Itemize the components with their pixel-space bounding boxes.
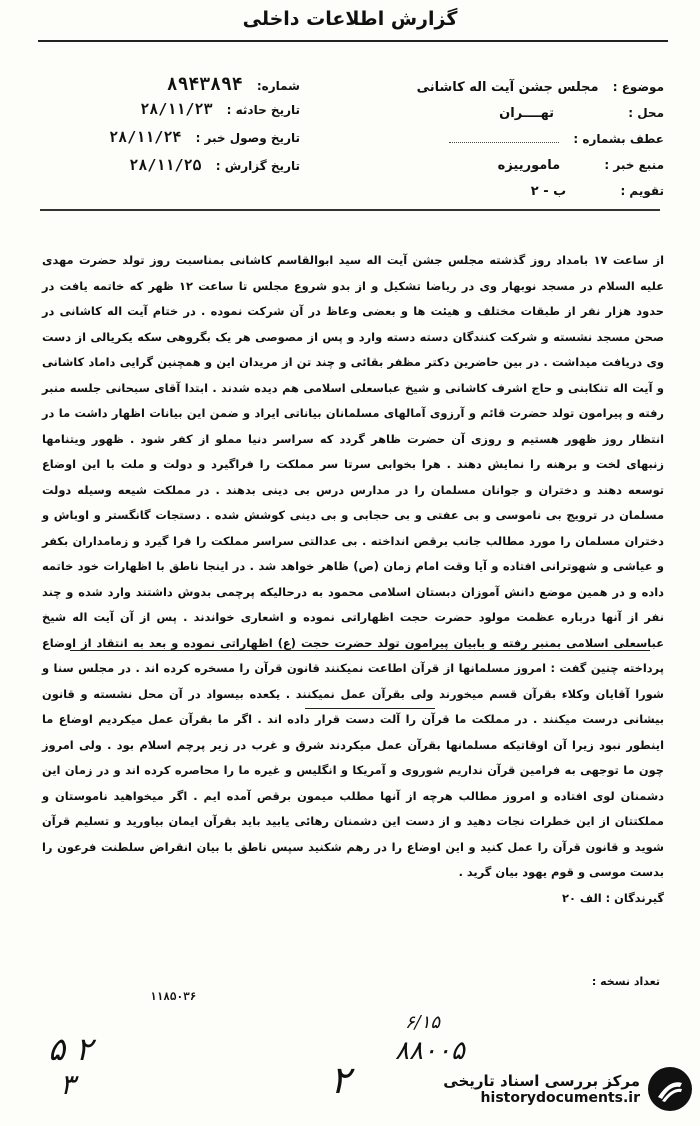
watermark-text (443, 1072, 640, 1106)
tarikh-gozaresh-value: ۲۸/۱۱/۲۵ (129, 156, 202, 174)
tarikh-vosul-value: ۲۸/۱۱/۲۴ (109, 128, 182, 146)
shomareh-value: ۸۹۴۳۸۹۴ (166, 74, 243, 95)
mozu-row (417, 80, 664, 95)
manba-label: منبع خبر : (604, 158, 664, 172)
title-underline (38, 40, 668, 42)
watermark (422, 1064, 692, 1114)
handwritten-underline-2 (305, 708, 435, 709)
tafhim-row (531, 184, 664, 199)
copies-label: تعداد نسخه : (591, 975, 660, 988)
mozu-label: موضوع : (612, 80, 664, 94)
shomareh-row (167, 74, 300, 95)
handwritten-number-2: ۸۸۰۰۵ (395, 1036, 465, 1066)
handwritten-mark-left: ۵ ۲ (48, 1030, 93, 1068)
shomareh-label: شماره: (256, 79, 300, 93)
manba-value: مامورییزه (497, 158, 561, 173)
mahal-row (499, 106, 664, 121)
tarikh-gozaresh-row (129, 156, 300, 174)
manba-row (498, 158, 664, 173)
tafhim-value: ب - ۲ (530, 184, 567, 199)
document-title: گزارش اطلاعات داخلی (242, 8, 458, 30)
report-body (42, 248, 664, 911)
handwritten-mark-center: ۲ (330, 1058, 351, 1102)
watermark-url: historydocuments.ir (480, 1090, 640, 1106)
handwritten-mark-left-2: ۳ (60, 1068, 76, 1101)
tafhim-label: تقویم : (620, 184, 664, 198)
mahal-label: محل : (628, 106, 664, 120)
tarikh-vosul-label: تاریخ وصول خبر : (195, 131, 300, 145)
archive-logo-icon (648, 1067, 692, 1111)
atf-value (449, 142, 559, 143)
tarikh-vosul-row (109, 128, 300, 146)
mozu-value: مجلس جشن آیت اله کاشانی (416, 80, 599, 95)
tarikh-hadeseh-label: تاریخ حادثه : (226, 103, 300, 117)
atf-label: عطف بشماره : (573, 132, 664, 146)
watermark-org-name: مرکز بررسی اسناد تاریخی (443, 1072, 640, 1090)
report-paragraph: از ساعت ۱۷ بامداد روز گذشته مجلس جشن آیت اله سید ابوالقاسم کاشانی بمناسبت روز تولد حضرت مهدی علیه السلام در مسجد نوبهار وی در ریاضا تشکیل و از بدو شروع مجلس تا ساعت ۱۲ ظهر که خاتمه یافت در حدود هزار نفر از طبقات مختلف و هیئت ها و بعضی وعاظ در آن شرکت نموده . در ختام آیت اله کاشانی در صحن مسجد نشسته و شرکت کنندگان دسته دسته وارد و پس از مصوصی هر یک بگروهی سکه یکریالی از دست وی دریافت میداشت . در بین حاضرین دکتر مظفر بقائی و چند تن از مریدان این و همچنین گرایی داماد کاشانی و آیت اله تنکابنی و حاج اشرف کاشانی و شیخ عباسعلی اسلامی هم دیده شدند . ابتدا آقای سبحانی جلسه منبر رفته و پیرامون تولد حضرت قائم و آرزوی آمالهای مسلمانان بیاناتی ایراد و ضمن این بیانات اظهار داشت ما در انتظار روز ظهور هستیم و روزی آن حضرت ظاهر گردد که سراسر دنیا مملو از کفر شود . ظهور ویتنامها زنبهای لخت و برهنه را نمایش دهند . هرا بخوابی سرتا سر مملکت را فراگیرد و دولت و ملت با این اوضاع توسعه دهند و دختران و جوانان مسلمان را در مدارس درس بی دینی بدهند . در مملکت شیعه وسیله دولت مسلمان در ترویج بی ناموسی و بی عفتی و بی حجابی و بی دینی کوشش شده . دستجات گانگستر و اوباش و دختران مسلمان را مورد مطالب جانب برقص انداخته . بی عدالتی سراسر مملکت را فرا گیرد و زمامداران بکفر و عیاشی و شهوترانی افتاده و آیا وقت امام زمان (ص) ظاهر خواهد شد . در اینجا ناطق با اظهارات خود خاتمه داده و در همین موضع دانش آموزان دبستان اسلامی محمود به درحالیکه پرچمی بدوش داشتند وارد شده و چند نفر از آنها درباره عظمت مولود حضرت حجت اظهاراتی نموده و اشعاری خواندند . پس از آن آیت اله شیخ عباسعلی اسلامی بمنبر رفته و بابیان پیرامون تولد حضرت حجت (ع) اظهاراتی نموده و بعد به انتقاد از اوضاع پرداخته چنین گفت : امروز مسلمانها از قرآن اطاعت نمیکنند قانون قرآن را مسخره کرده اند . در مجلس سنا و شورا آقایان وکلاء بقرآن قسم میخورند ولی بقرآن عمل نمیکنند . یکعده بیسواد در آن محل نشسته و قانون بیشانی درست میکنند . در مملکت ما قرآن را آلت دست قرار داده اند . اگر ما بقرآن عمل میکردیم اوضاع ما اینطور نبود زیرا آن اوقاتیکه مسلمانها بقرآن عمل میکردند شرق و غرب در زیر پرچم اسلام بود . ولی امروز چون ما توجهی به فرامین قرآن نداریم شوروی و آمریکا و انگلیس و غیره ما را محاصره کرده اند و در زمان این دشمنان لوی افتاده و امروز مطالب هرچه از آنها مطلب میمون برقص آمده ایم . اگر میخواهید ناموستان و مملکتتان از این خطرات نجات دهید و از دست این دشمنان رهائی یابید باید بقرآن ایمان بیاورید و تسلیم قرآن شوید و قانون قرآن را عمل کنید و این اوضاع را در رهم شکنید سپس ناطق با بیان انقراض سلطنت فرعون را بدست موسی و قوم یهود بیان گرید . (42, 253, 664, 879)
handwritten-underline (70, 650, 650, 651)
tarikh-gozaresh-label: تاریخ گزارش : (215, 159, 300, 173)
tarikh-hadeseh-row (140, 100, 300, 118)
reference-number: ۱۱۸۵۰۳۶ (150, 990, 197, 1003)
header-separator (40, 209, 660, 211)
handwritten-number-1: ۶/۱۵ (405, 1012, 441, 1033)
tarikh-hadeseh-value: ۲۸/۱۱/۲۳ (140, 100, 213, 118)
mahal-value: تهــــران (499, 106, 555, 121)
atf-row (449, 132, 664, 146)
recipients-line: گیرندگان : الف ۲۰ (562, 890, 664, 905)
